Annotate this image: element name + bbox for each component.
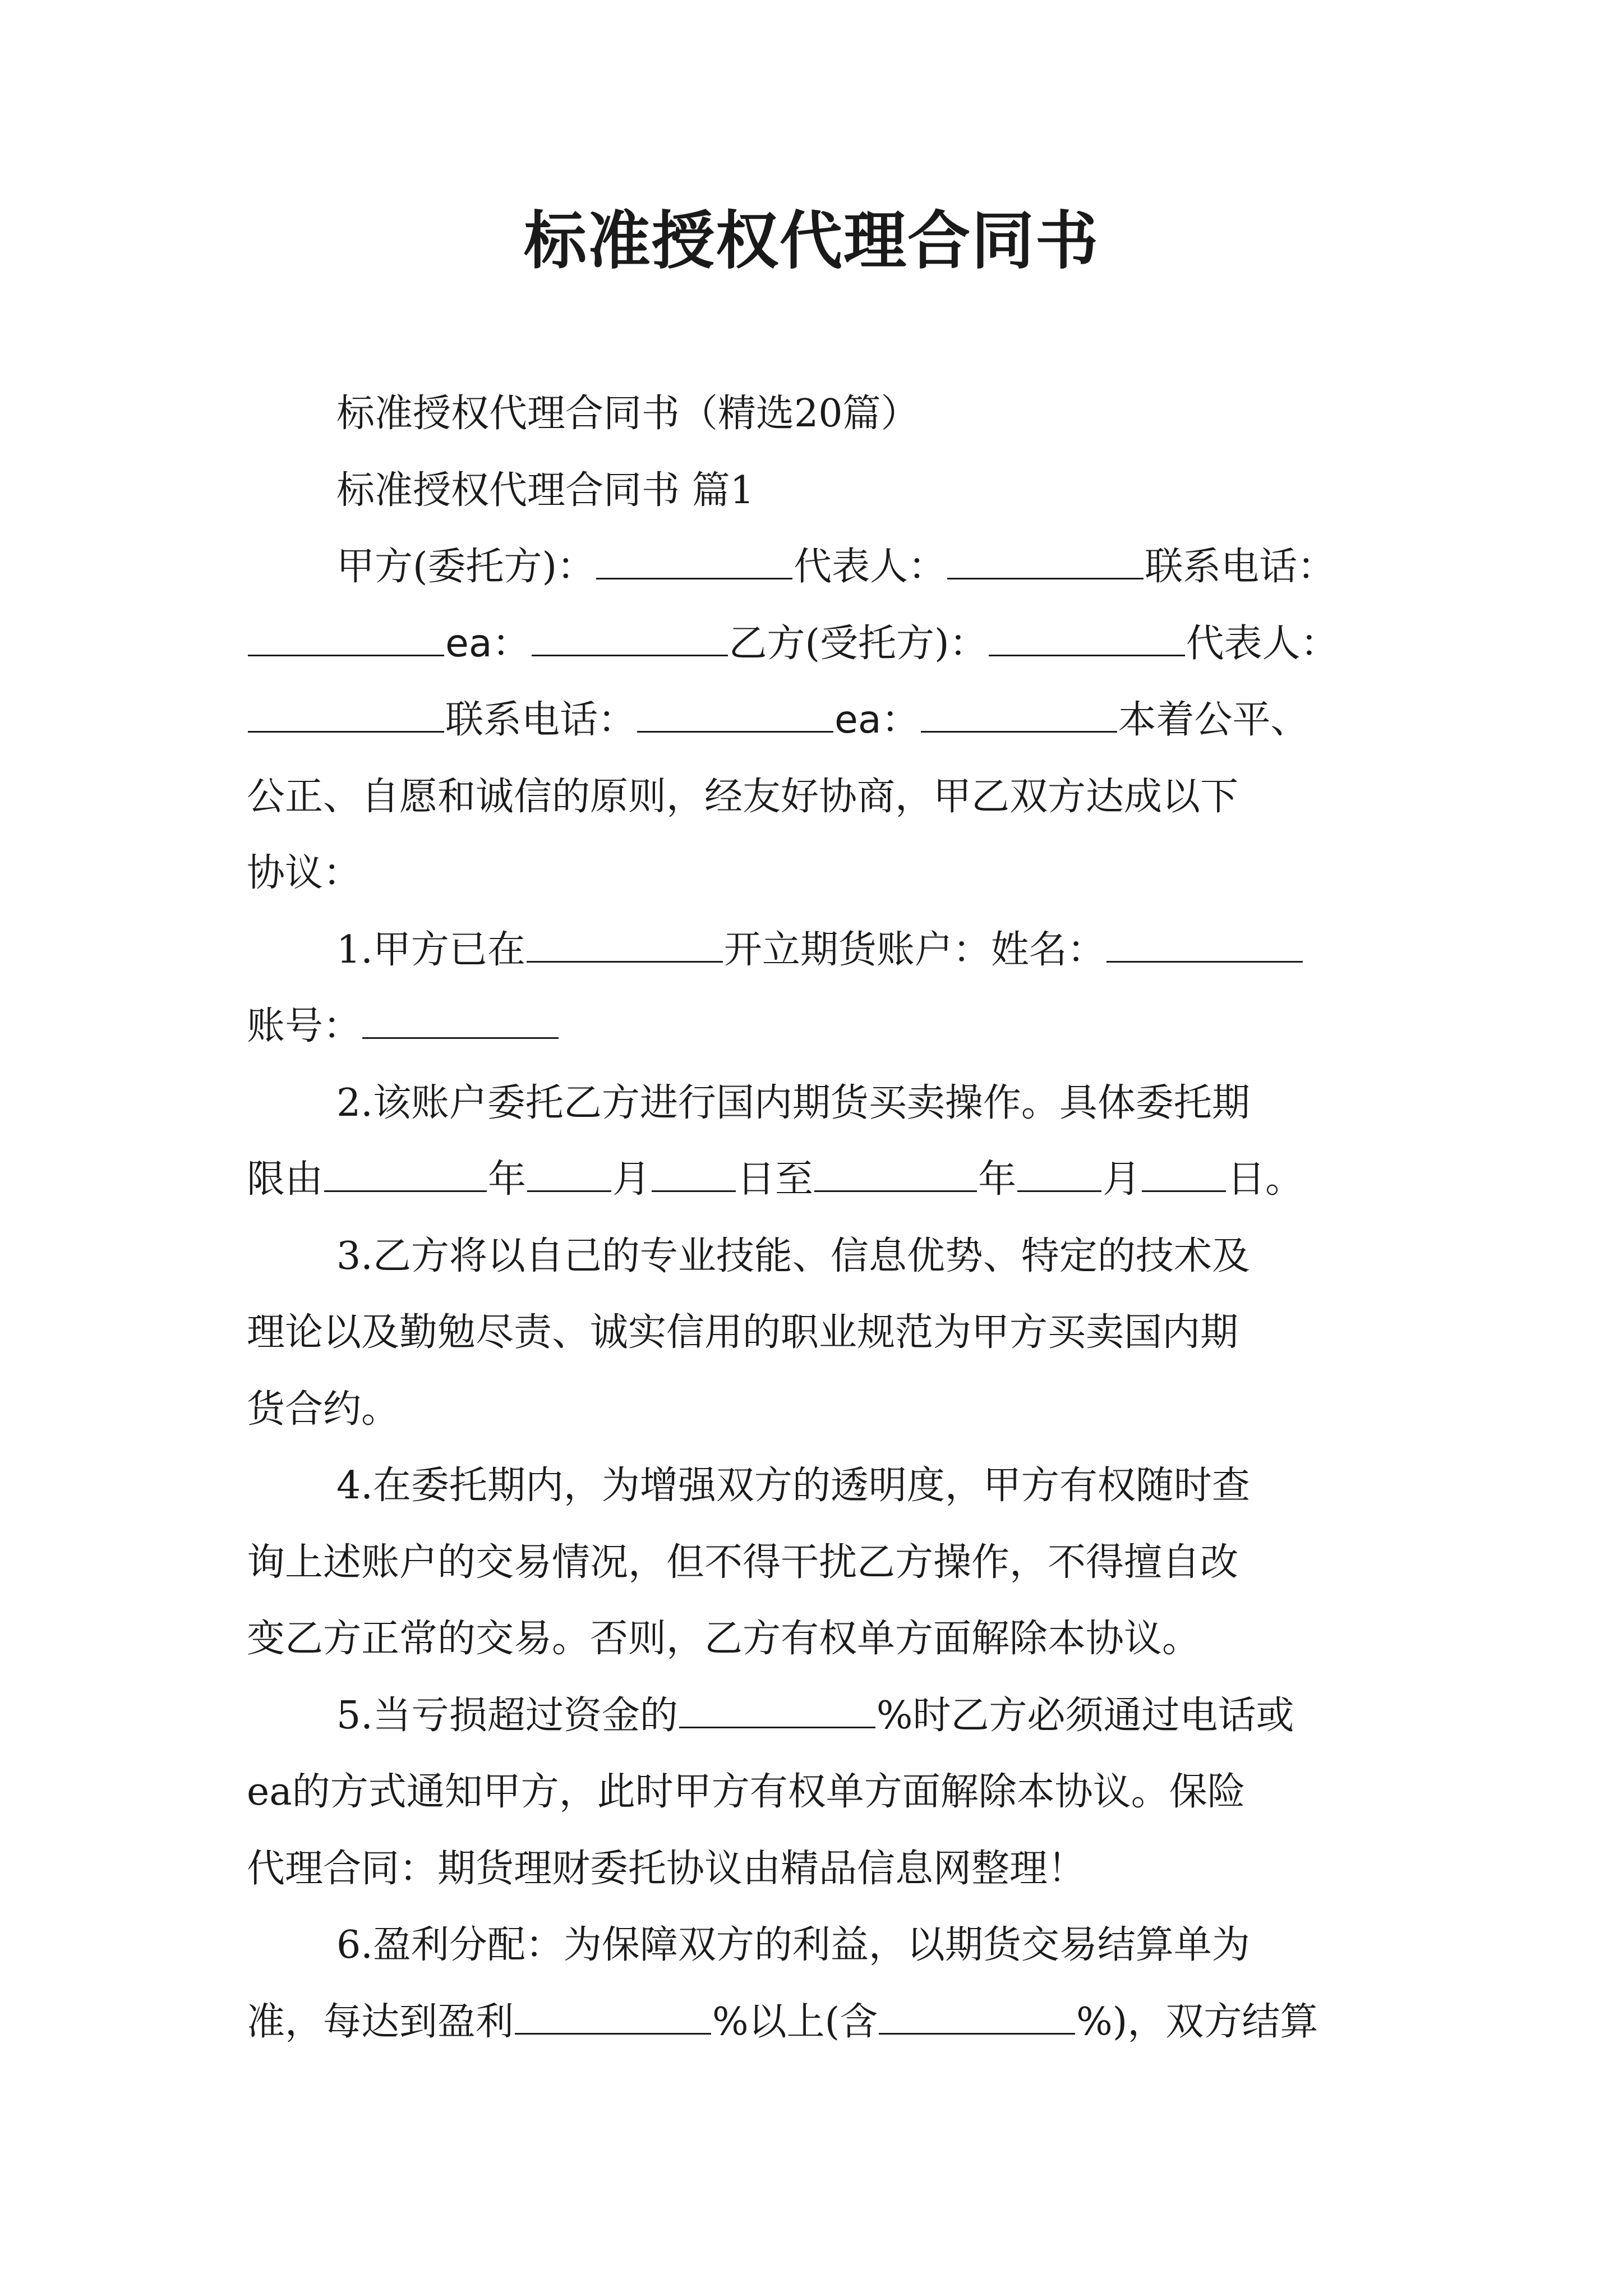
party-b-label: 乙方(受托方)：	[728, 621, 988, 666]
blank-field	[637, 696, 833, 733]
representative-label: 代表人：	[1186, 621, 1339, 666]
clause-4-line-2: 询上述账户的交易情况，但不得干扰乙方操作，不得擅自改	[247, 1540, 1239, 1585]
subtitle: 标准授权代理合同书（精选20篇）	[336, 392, 919, 436]
year-label: 年	[978, 1157, 1017, 1202]
blank-field	[947, 543, 1144, 579]
blank-field	[814, 1156, 977, 1192]
blank-field	[532, 620, 728, 656]
day-label: 日。	[1227, 1157, 1304, 1202]
blank-field	[1017, 1156, 1101, 1192]
clause-1-line-1	[247, 912, 1391, 989]
blank-field	[921, 696, 1117, 733]
clause-4-line-1: 4.在委托期内，为增强双方的透明度，甲方有权随时查	[336, 1464, 1250, 1508]
clause-6-line-1: 6.盈利分配：为保障双方的利益，以期货交易结算单为	[336, 1923, 1250, 1967]
preamble-line-3	[247, 682, 1391, 759]
blank-field	[1142, 1156, 1226, 1192]
account-label: 账号：	[247, 1004, 362, 1048]
blank-field	[1106, 926, 1303, 963]
email-label: ea：	[445, 621, 531, 666]
blank-field	[248, 620, 444, 656]
clause-text: 5.当亏损超过资金的	[336, 1693, 678, 1738]
preamble-line-5: 协议：	[247, 851, 362, 895]
day-label: 日至	[737, 1157, 814, 1202]
clause-3-line-3: 货合约。	[247, 1387, 400, 1432]
preamble-line-1	[247, 529, 1391, 606]
blank-field	[527, 1156, 611, 1192]
preamble-line-2	[247, 606, 1391, 683]
representative-label: 代表人：	[794, 545, 947, 589]
clause-3-line-1: 3.乙方将以自己的专业技能、信息优势、特定的技术及	[336, 1234, 1250, 1278]
blank-field	[362, 1002, 559, 1039]
phone-label: 联系电话：	[1145, 545, 1336, 589]
clause-4-line-3: 变乙方正常的交易。否则，乙方有权单方面解除本协议。	[247, 1617, 1201, 1661]
clause-text: 开立期货账户：姓名：	[723, 927, 1105, 972]
blank-field	[248, 696, 444, 733]
clause-5-line-2: ea的方式通知甲方，此时甲方有权单方面解除本协议。保险	[247, 1770, 1246, 1814]
clause-text: 限由	[247, 1157, 324, 1202]
section-heading: 标准授权代理合同书 篇1	[336, 468, 754, 513]
blank-field	[324, 1156, 487, 1192]
clause-text: %时乙方必须通过电话或	[876, 1693, 1294, 1738]
month-label: 月	[1103, 1157, 1141, 1202]
blank-field	[989, 620, 1185, 656]
document-title: 标准授权代理合同书	[524, 204, 1099, 278]
clause-3-line-2: 理论以及勤勉尽责、诚实信用的职业规范为甲方买卖国内期	[247, 1310, 1239, 1355]
blank-field	[652, 1156, 736, 1192]
month-label: 月	[612, 1157, 651, 1202]
blank-field	[515, 1998, 711, 2035]
clause-text: 1.甲方已在	[336, 927, 525, 972]
document-body	[247, 376, 1391, 2060]
clause-text: 准，每达到盈利	[247, 1999, 514, 2044]
blank-field	[527, 926, 723, 963]
blank-field	[879, 1998, 1075, 2035]
clause-5-line-3: 代理合同：期货理财委托协议由精品信息网整理！	[247, 1846, 1086, 1891]
clause-text: %以上(含	[712, 1999, 878, 2044]
blank-field	[679, 1692, 875, 1728]
clause-6-line-2	[247, 1984, 1391, 2061]
preamble-text: 本着公平、	[1118, 698, 1309, 742]
blank-field	[596, 543, 792, 579]
clause-5-line-1	[247, 1678, 1391, 1755]
party-a-label: 甲方(委托方)：	[336, 545, 596, 589]
clause-2-line-1: 2.该账户委托乙方进行国内期货买卖操作。具体委托期	[336, 1080, 1250, 1125]
preamble-line-4: 公正、自愿和诚信的原则，经友好协商，甲乙双方达成以下	[247, 774, 1239, 819]
email-label: ea：	[834, 698, 920, 742]
clause-1-line-2	[247, 988, 1391, 1065]
clause-2-line-2	[247, 1142, 1391, 1218]
phone-label: 联系电话：	[445, 698, 637, 742]
year-label: 年	[488, 1157, 527, 1202]
clause-text: %)，双方结算	[1076, 1999, 1318, 2044]
